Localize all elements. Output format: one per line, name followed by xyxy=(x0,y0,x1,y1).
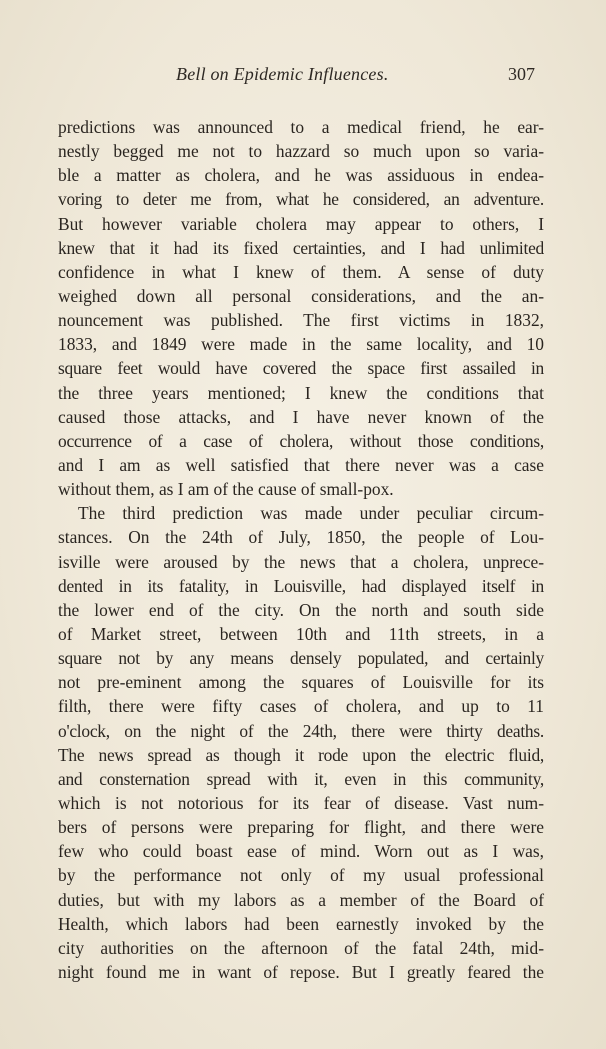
text-line: and I am as well satisfied that there never was a case xyxy=(58,454,544,475)
text-line: bers of persons were preparing for flight, and there were xyxy=(58,817,544,838)
page-header xyxy=(0,64,606,94)
running-title: Bell on Epidemic Influences. xyxy=(176,64,389,84)
text-line: dented in its fatality, in Louisville, had displayed itself in xyxy=(58,575,544,596)
text-line: ble a matter as cholera, and he was assiduous in endea- xyxy=(58,165,544,186)
text-line: confidence in what I knew of them. A sense of duty xyxy=(58,261,544,282)
text-line: filth, there were fifty cases of cholera, and up to 11 xyxy=(58,696,544,717)
text-line: which is not notorious for its fear of disease. Vast num- xyxy=(58,792,544,813)
body-text xyxy=(58,115,544,984)
text-line: nouncement was published. The first victims in 1832, xyxy=(58,310,544,331)
text-line: stances. On the 24th of July, 1850, the people of Lou- xyxy=(58,527,544,548)
text-line: city authorities on the afternoon of the fatal 24th, mid- xyxy=(58,937,544,958)
text-line: and consternation spread with it, even in this community, xyxy=(58,768,544,789)
text-line: Health, which labors had been earnestly invoked by the xyxy=(58,913,544,934)
text-line: weighed down all personal considerations, and the an- xyxy=(58,285,544,306)
text-line: the lower end of the city. On the north and south side xyxy=(58,599,544,620)
text-line: voring to deter me from, what he considered, an adventure. xyxy=(58,189,544,210)
text-line: nestly begged me not to hazzard so much upon so varia- xyxy=(58,141,544,162)
text-line: duties, but with my labors as a member of the Board of xyxy=(58,889,544,910)
text-line: isville were aroused by the news that a cholera, unprece- xyxy=(58,551,544,572)
text-line: without them, as I am of the cause of small-pox. xyxy=(58,479,394,500)
text-line: square feet would have covered the space first assailed in xyxy=(58,358,544,379)
text-line: not pre-eminent among the squares of Louisville for its xyxy=(58,672,544,693)
text-line: 1833, and 1849 were made in the same locality, and 10 xyxy=(58,334,544,355)
text-line: knew that it had its fixed certainties, and I had unlimited xyxy=(58,237,544,258)
text-line: The news spread as though it rode upon the electric fluid, xyxy=(58,744,544,765)
text-line: of Market street, between 10th and 11th streets, in a xyxy=(58,623,544,644)
text-line: predictions was announced to a medical friend, he ear- xyxy=(58,117,544,137)
text-line: square not by any means densely populated, and certainly xyxy=(58,648,544,669)
text-line: But however variable cholera may appear to others, I xyxy=(58,213,544,234)
text-line: few who could boast ease of mind. Worn out as I was, xyxy=(58,841,544,862)
text-line: by the performance not only of my usual professional xyxy=(58,865,544,886)
text-line: caused those attacks, and I have never known of the xyxy=(58,406,544,427)
paragraph-first-line: The third prediction was made under peculiar circum- xyxy=(78,503,544,524)
text-line: night found me in want of repose. But I greatly feared the xyxy=(58,961,544,982)
text-line: o'clock, on the night of the 24th, there were thirty deaths. xyxy=(58,720,544,741)
page-number: 307 xyxy=(508,64,535,84)
text-line: occurrence of a case of cholera, without those conditions, xyxy=(58,430,544,451)
text-line: the three years mentioned; I knew the conditions that xyxy=(58,382,544,403)
